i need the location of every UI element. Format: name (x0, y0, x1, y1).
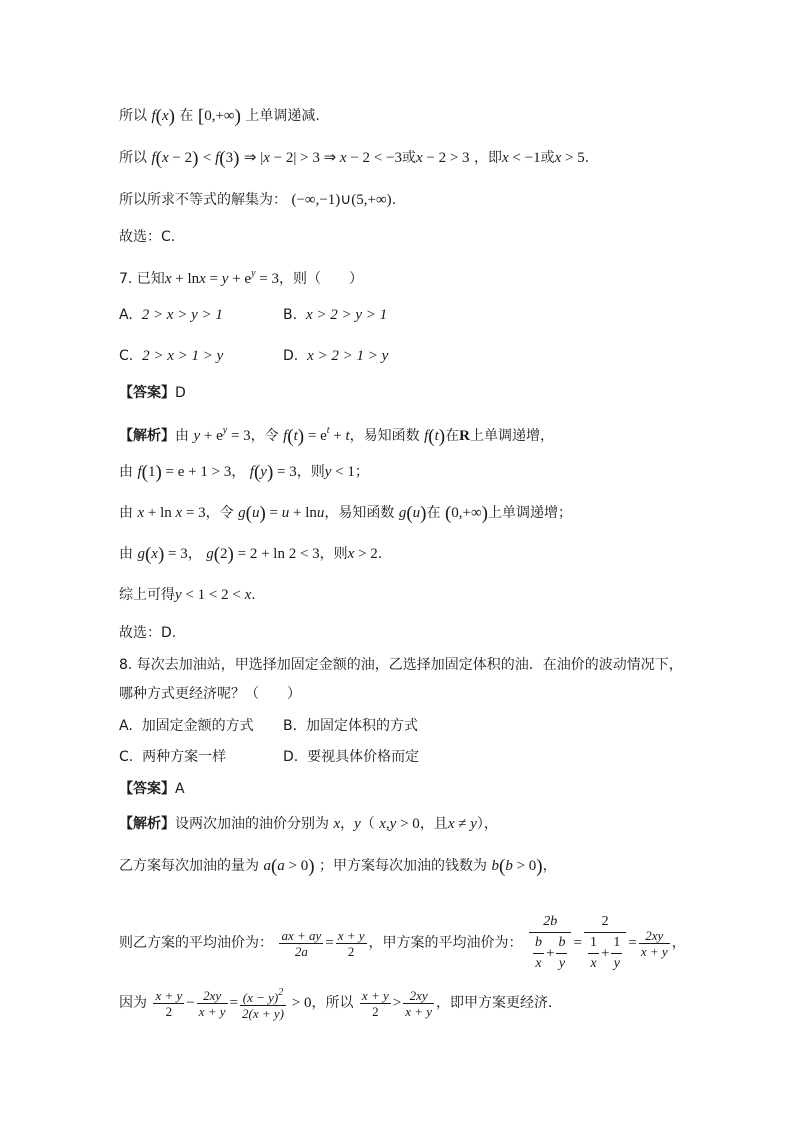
q7-answer: 【答案】D (119, 385, 186, 401)
q8-analysis-line1: 【解析】设两次加油的油价分别为 x，y（ x,y > 0，且x ≠ y）， (119, 816, 498, 832)
q7-analysis-summary: 综上可得y < 1 < 2 < x. (119, 587, 256, 603)
q8-analysis-line2: 乙方案每次加油的量为 a(a > 0) ；甲方案每次加油的钱数为 b(b > 0)， (119, 856, 557, 877)
q7-analysis-line3: 由 x + ln x = 3，令 g(u) = u + lnu，易知函数 g(u)在 (0,+∞)上单调递增； (119, 503, 572, 524)
q7-analysis-line2: 由 f(1) = e + 1 > 3， f(y) = 3，则y < 1； (119, 462, 369, 483)
q7-option-b: B. x > 2 > y > 1 (283, 307, 388, 323)
q7-option-a: A. 2 > x > y > 1 (119, 307, 223, 323)
q8-stem-line1: 8. 每次去加油站，甲选择加固定金额的油，乙选择加固定体积的油．在油价的波动情况下， (119, 657, 683, 673)
solution-line-solution-set: 所以所求不等式的解集为： (−∞,−1)∪(5,+∞). (119, 192, 397, 208)
solution-line-inequality: 所以 f(x − 2) < f(3) ⇒ |x − 2| > 3 ⇒ x − 2 < −3或x − 2 > 3 ，即x < −1或x > 5. (119, 148, 590, 169)
q7-stem: 7. 已知$x + \ln x = y + e^y = 3$，则（ ） (119, 268, 363, 287)
q7-option-d: D. x > 2 > 1 > y (283, 348, 389, 364)
q8-analysis-line3: 则乙方案的平均油价为： $\frac{ax + ay}{2a}$ = $\frac{x + y}{2}$ ，甲方案的平均油价为： 2b $\frac{b}{x}$ + $\frac{b}{y}$ = 2 $\frac{1}{x}$ + $\frac{1}{y}$ = $\frac{2xy}{x + y}$ ， (119, 912, 686, 974)
fraction-avg-price-b: $\frac{ax + ay}{2a}$ (281, 927, 322, 959)
fraction-avg-price-a: 2b $\frac{b}{x}$ + $\frac{b}{y}$ (529, 912, 571, 974)
q8-option-c: C. 两种方案一样 (119, 749, 227, 765)
q7-choice: 故选：D. (119, 625, 177, 641)
q8-option-a: A. 加固定金额的方式 (119, 718, 254, 734)
q7-option-c: C. 2 > x > 1 > y (119, 348, 224, 364)
q7-analysis-line4: 由 g(x) = 3， g(2) = 2 + ln 2 < 3，则x > 2. (119, 544, 383, 565)
solution-line-monotonic: 所以 f(x) 在 [0,+∞) 上单调递减. (119, 106, 320, 127)
q7-analysis-line1: 【解析】由 $y + e^y = 3$，令 $f(t) = e^t + t$，易知函数 f(t)在R上单调递增， (119, 425, 554, 447)
q8-analysis-line4: 因为 $\frac{x + y}{2}$ − $\frac{2xy}{x + y}$ = $\frac{(x - y)^2}{2(x + y)}$ > 0，所以 $\frac{x + y}{2}$ > $\frac{2xy}{x + y}$ ，即甲方案更经济． (119, 987, 563, 1021)
q8-answer: 【答案】A (119, 781, 185, 797)
q8-option-b: B. 加固定体积的方式 (283, 718, 418, 734)
q8-option-d: D. 要视具体价格而定 (283, 749, 420, 765)
q8-stem-line2: 哪种方式更经济呢？（ ） (119, 686, 301, 702)
solution-choice-c: 故选：C. (119, 229, 176, 245)
